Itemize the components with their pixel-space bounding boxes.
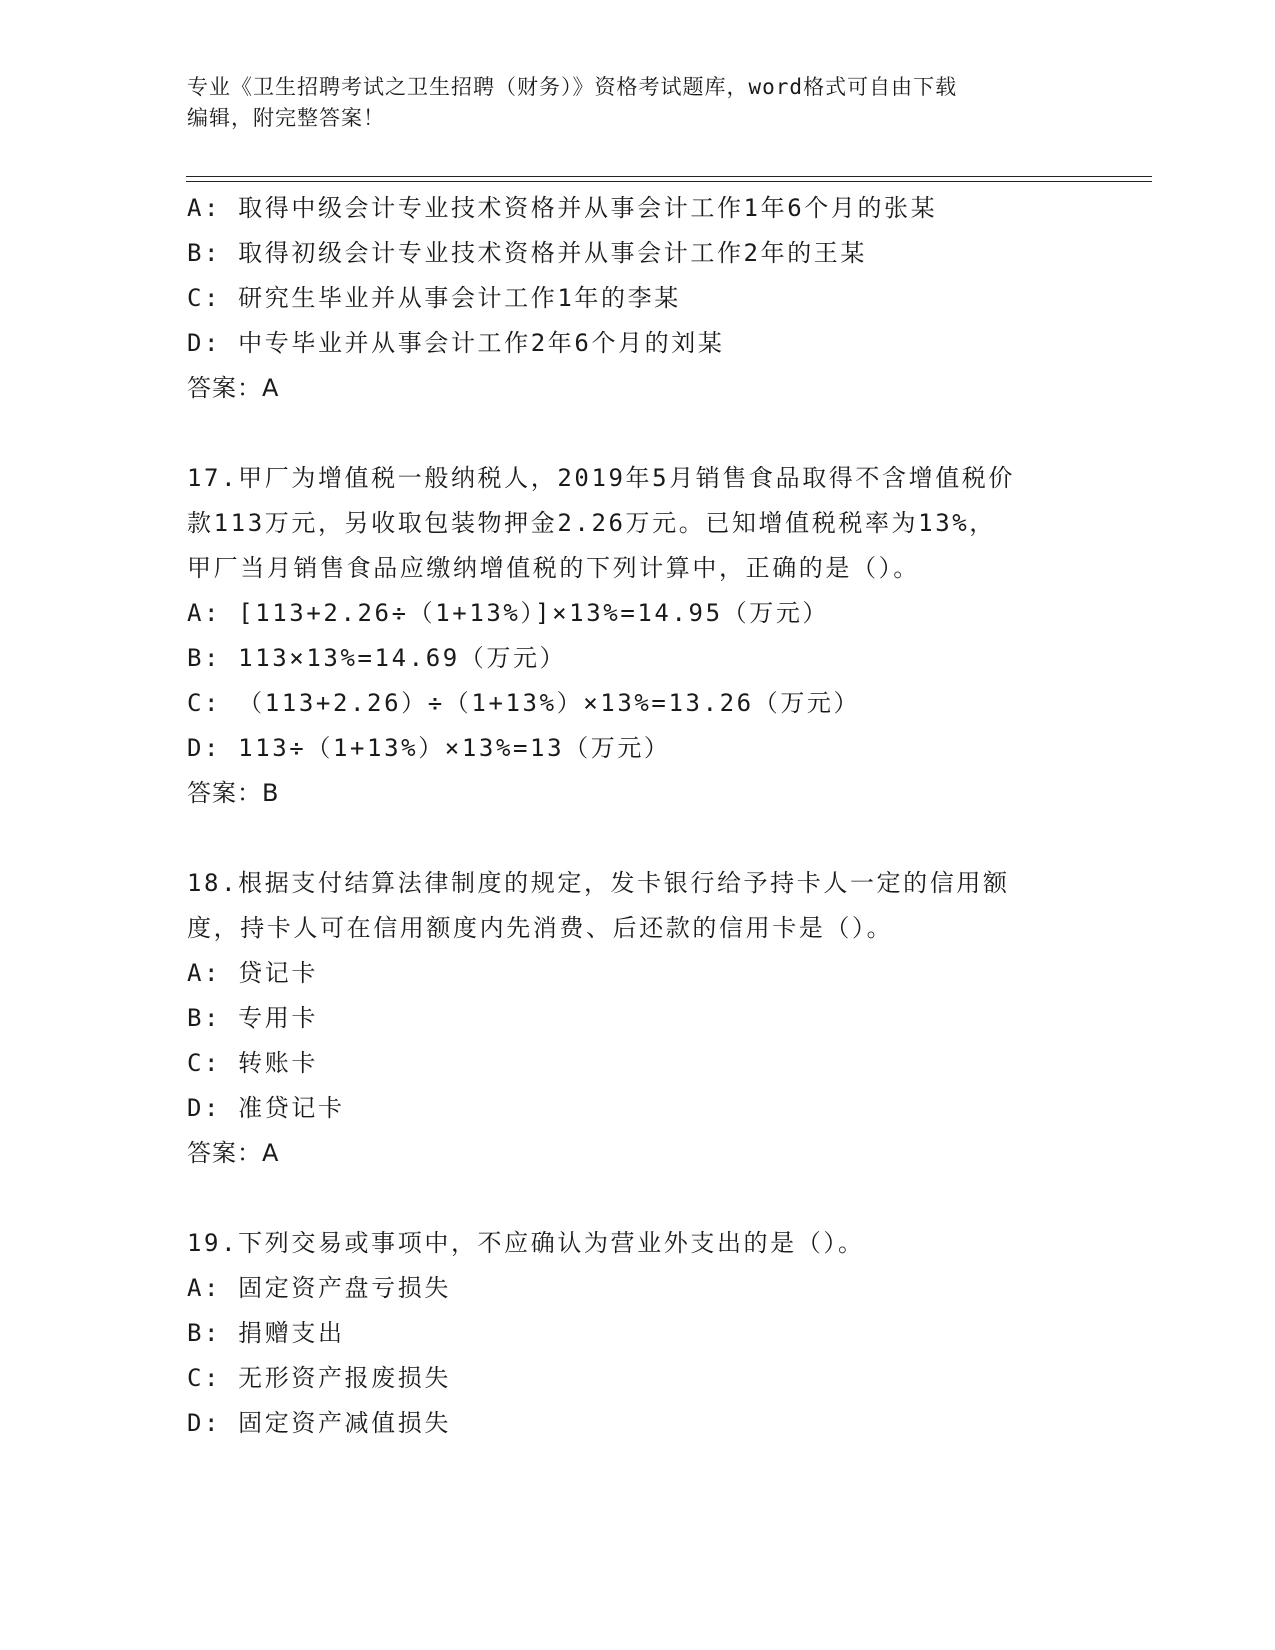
q16-option-a: A: 取得中级会计专业技术资格并从事会计工作1年6个月的张某	[187, 194, 938, 222]
q18-option-a: A: 贷记卡	[187, 959, 318, 987]
q17-stem-line-1: 17.甲厂为增值税一般纳税人，2019年5月销售食品取得不含增值税价	[187, 464, 1015, 492]
q16-option-b: B: 取得初级会计专业技术资格并从事会计工作2年的王某	[187, 239, 867, 267]
q16-option-c: C: 研究生毕业并从事会计工作1年的李某	[187, 284, 681, 312]
q17-option-c: C: （113+2.26）÷（1+13%）×13%=13.26（万元）	[187, 689, 861, 717]
header-divider-bottom	[186, 181, 1152, 182]
q17-option-a: A: [113+2.26÷（1+13%）]×13%=14.95（万元）	[187, 599, 830, 627]
header-line-1: 专业《卫生招聘考试之卫生招聘（财务）》资格考试题库，word格式可自由下载	[187, 75, 958, 99]
q17-option-d: D: 113÷（1+13%）×13%=13（万元）	[187, 734, 671, 762]
q18-option-c: C: 转账卡	[187, 1049, 318, 1077]
q19-stem-line-1: 19.下列交易或事项中，不应确认为营业外支出的是（）。	[187, 1229, 865, 1257]
q19-option-c: C: 无形资产报废损失	[187, 1364, 451, 1392]
header-line-2: 编辑，附完整答案！	[187, 106, 385, 130]
q18-stem-line-1: 18.根据支付结算法律制度的规定，发卡银行给予持卡人一定的信用额	[187, 869, 1010, 897]
q19-option-b: B: 捐赠支出	[187, 1319, 345, 1347]
q18-answer: 答案：A	[187, 1139, 280, 1167]
q17-option-b: B: 113×13%=14.69（万元）	[187, 644, 567, 672]
q18-option-b: B: 专用卡	[187, 1004, 318, 1032]
q18-option-d: D: 准贷记卡	[187, 1094, 345, 1122]
q16-option-d: D: 中专毕业并从事会计工作2年6个月的刘某	[187, 329, 725, 357]
q16-answer: 答案：A	[187, 374, 280, 402]
header-divider-top	[186, 176, 1152, 177]
document-header	[187, 72, 1067, 134]
q19-option-a: A: 固定资产盘亏损失	[187, 1274, 451, 1302]
q18-stem-line-2: 度，持卡人可在信用额度内先消费、后还款的信用卡是（）。	[187, 914, 894, 942]
q17-answer: 答案：B	[187, 779, 280, 807]
q17-stem-line-2: 款113万元，另收取包装物押金2.26万元。已知增值税税率为13%，	[187, 509, 996, 537]
q19-option-d: D: 固定资产减值损失	[187, 1409, 451, 1437]
q17-stem-line-3: 甲厂当月销售食品应缴纳增值税的下列计算中，正确的是（）。	[187, 554, 920, 582]
